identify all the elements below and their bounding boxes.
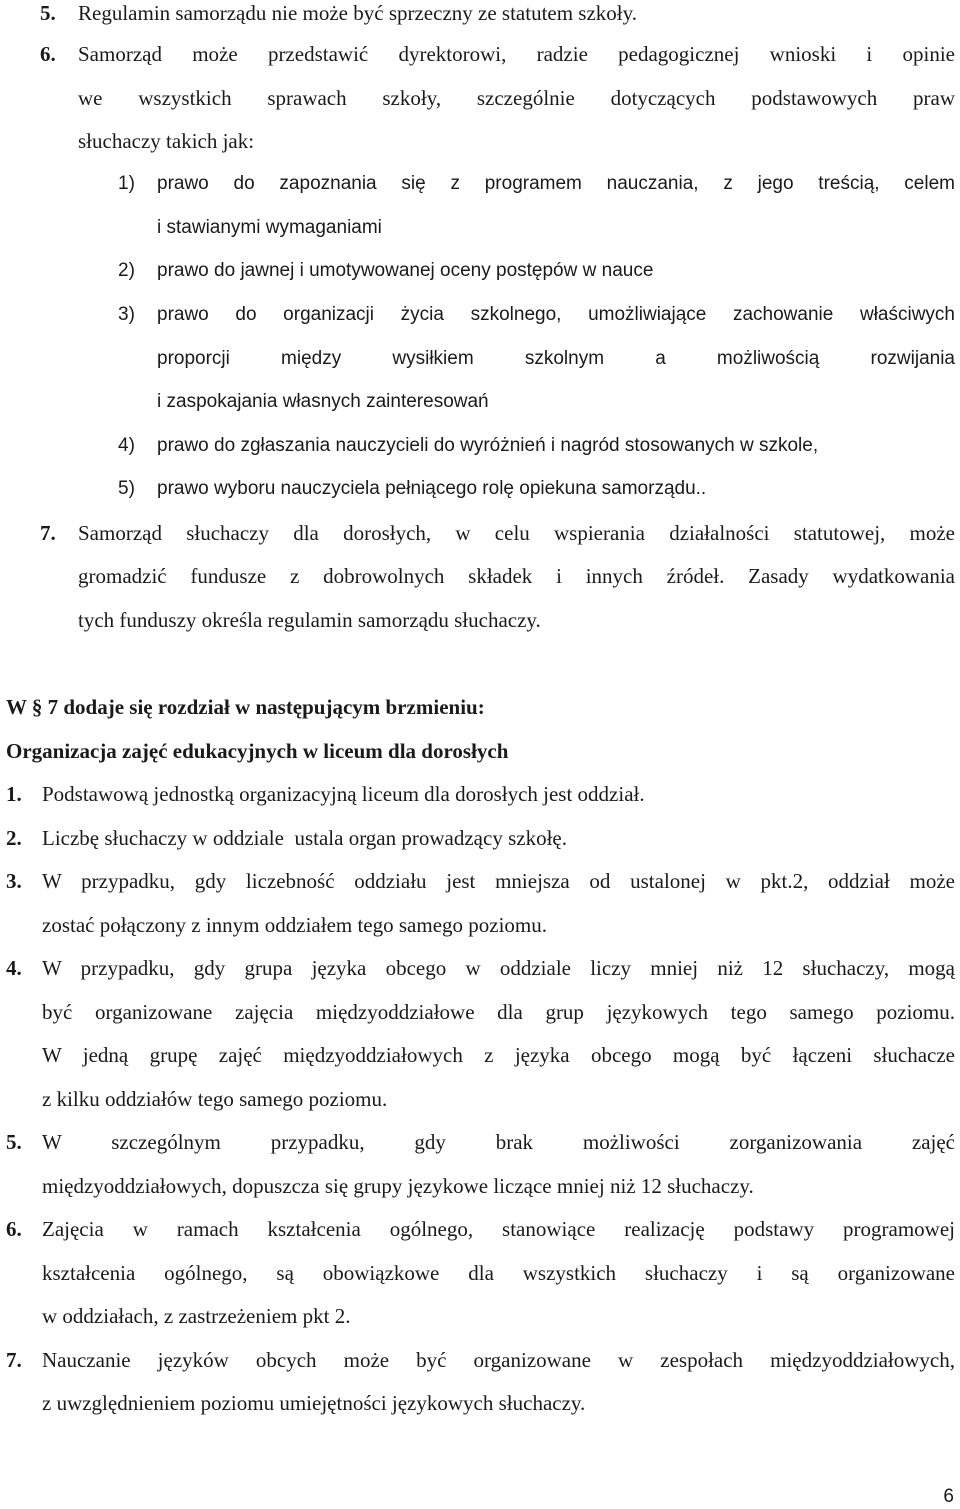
item-text-line: zostać połączony z innym oddziałem tego samego poziomu. <box>42 913 548 937</box>
item-text-line: Zajęcia w ramach kształcenia ogólnego, stanowiące realizację podstawy programowej <box>42 1217 955 1241</box>
right-number: 2) <box>118 260 135 281</box>
item-text-line: gromadzić fundusze z dobrowolnych składek i innych źródeł. Zasady wydatkowania <box>78 564 955 588</box>
right-text-line: prawo wyboru nauczyciela pełniącego rolę opiekuna samorządu.. <box>157 478 707 499</box>
item-text-line: Podstawową jednostką organizacyjną liceum dla dorosłych jest oddział. <box>42 782 645 806</box>
right-number: 3) <box>118 304 135 325</box>
item-number: 4. <box>6 956 22 980</box>
right-number: 4) <box>118 435 135 456</box>
item-text-line: Regulamin samorządu nie może być sprzeczny ze statutem szkoły. <box>78 1 638 25</box>
item-text-line: W przypadku, gdy liczebność oddziału jest mniejsza od ustalonej w pkt.2, oddział może <box>42 869 955 893</box>
right-text-line: prawo do organizacji życia szkolnego, umożliwiające zachowanie właściwych <box>157 304 955 325</box>
item-number: 5. <box>6 1130 22 1154</box>
item-text-line: kształcenia ogólnego, są obowiązkowe dla wszystkich słuchaczy i są organizowane <box>42 1261 955 1285</box>
right-number: 5) <box>118 478 135 499</box>
item-number: 7. <box>6 1348 22 1372</box>
item-number: 5. <box>40 1 56 25</box>
amendment-heading: W § 7 dodaje się rozdział w następującym brzmieniu: <box>6 695 485 719</box>
item-text-line: we wszystkich sprawach szkoły, szczególnie dotyczących podstawowych praw <box>78 86 955 110</box>
item-text-line: W przypadku, gdy grupa języka obcego w oddziale liczy mniej niż 12 słuchaczy, mogą <box>42 956 955 980</box>
item-text-line: być organizowane zajęcia międzyoddziałowe dla grup językowych tego samego poziomu. <box>42 1000 955 1024</box>
item-number: 3. <box>6 869 22 893</box>
item-text-line: słuchaczy takich jak: <box>78 129 255 153</box>
chapter-title: Organizacja zajęć edukacyjnych w liceum dla dorosłych <box>6 739 509 763</box>
item-number: 6. <box>40 42 56 66</box>
right-text-line: prawo do zgłaszania nauczycieli do wyróżnień i nagród stosowanych w szkole, <box>157 435 819 456</box>
right-text-line: i stawianymi wymaganiami <box>157 217 382 238</box>
right-text-line: prawo do zapoznania się z programem nauczania, z jego treścią, celem <box>157 173 955 194</box>
item-text-line: Samorząd słuchaczy dla dorosłych, w celu wspierania działalności statutowej, może <box>78 521 955 545</box>
right-number: 1) <box>118 173 135 194</box>
item-text-line: Nauczanie języków obcych może być organizowane w zespołach międzyoddziałowych, <box>42 1348 955 1372</box>
item-text-line: Samorząd może przedstawić dyrektorowi, radzie pedagogicznej wnioski i opinie <box>78 42 955 66</box>
item-number: 2. <box>6 826 22 850</box>
item-text-line: W jedną grupę zajęć międzyoddziałowych z języka obcego mogą być łączeni słuchacze <box>42 1043 955 1067</box>
item-number: 7. <box>40 521 56 545</box>
page-number: 6 <box>943 1486 954 1507</box>
item-text-line: tych funduszy określa regulamin samorządu słuchaczy. <box>78 608 541 632</box>
item-text-line: międzyoddziałowych, dopuszcza się grupy językowe liczące mniej niż 12 słuchaczy. <box>42 1174 754 1198</box>
item-text-line: w oddziałach, z zastrzeżeniem pkt 2. <box>42 1304 351 1328</box>
item-number: 1. <box>6 782 22 806</box>
right-text-line: prawo do jawnej i umotywowanej oceny postępów w nauce <box>157 260 654 281</box>
item-text-line: W szczególnym przypadku, gdy brak możliwości zorganizowania zajęć <box>42 1130 955 1154</box>
item-text-line: z kilku oddziałów tego samego poziomu. <box>42 1087 388 1111</box>
item-text-line: Liczbę słuchaczy w oddziale ustala organ prowadzący szkołę. <box>42 826 567 850</box>
right-text-line: i zaspokajania własnych zainteresowań <box>157 391 489 412</box>
item-number: 6. <box>6 1217 22 1241</box>
right-text-line: proporcji między wysiłkiem szkolnym a możliwością rozwijania <box>157 348 955 369</box>
item-text-line: z uwzględnieniem poziomu umiejętności językowych słuchaczy. <box>42 1391 586 1415</box>
